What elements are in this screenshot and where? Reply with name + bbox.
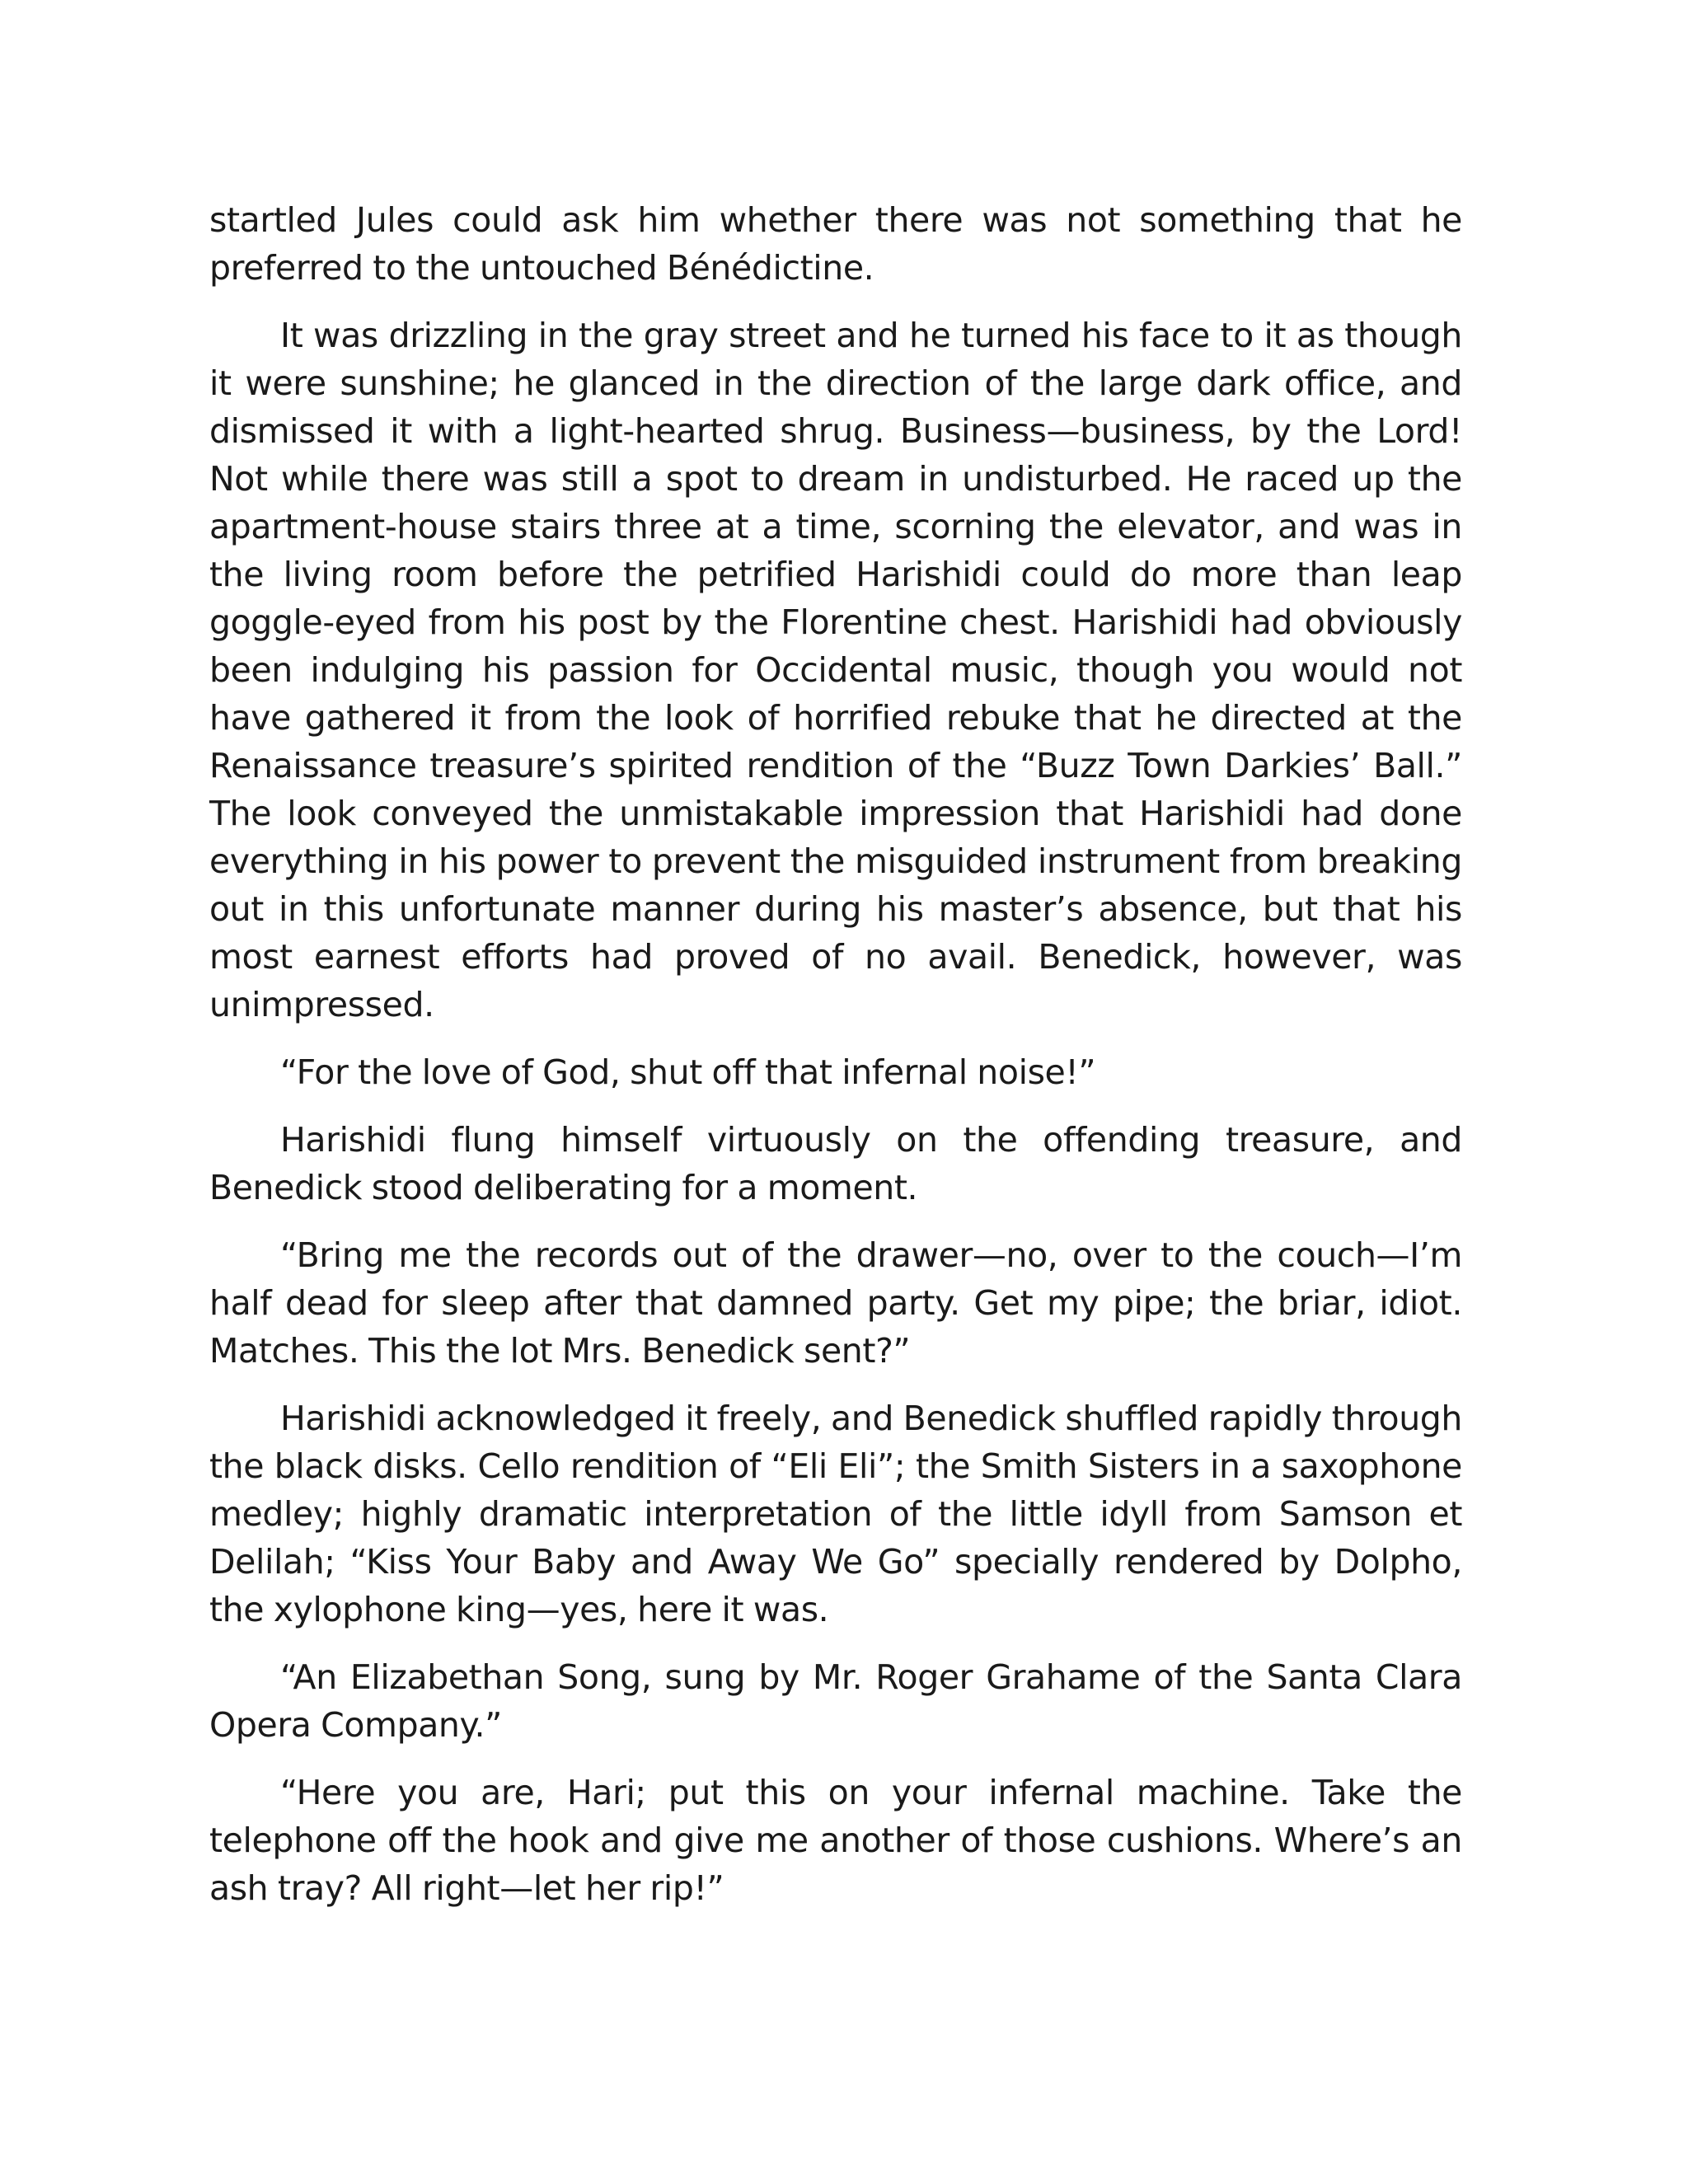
book-page [209, 196, 1462, 1932]
paragraph: Harishidi acknowledged it freely, and Benedick shuffled rapidly through the black disks. Cello rendition of “Eli Eli”; the Smith Sisters in a saxophone medley; highly dramatic interpretation of the little idyll from Samson et Delilah; “Kiss Your Baby and Away We Go” specially rendered by Dolpho, the xylophone king—yes, here it was. [209, 1399, 1462, 1629]
paragraph: Harishidi flung himself virtuously on the offending treasure, and Benedick stood deliberating for a moment. [209, 1120, 1462, 1207]
paragraph: startled Jules could ask him whether there was not something that he preferred to the untouched Bénédictine. [209, 200, 1462, 288]
paragraph: “Bring me the records out of the drawer—no, over to the couch—I’m half dead for sleep after that damned party. Get my pipe; the briar, idiot. Matches. This the lot Mrs. Benedick sent?” [209, 1235, 1462, 1371]
paragraph: “An Elizabethan Song, sung by Mr. Roger Grahame of the Santa Clara Opera Company.” [209, 1657, 1462, 1745]
paragraph: “For the love of God, shut off that infernal noise!” [280, 1052, 1096, 1092]
paragraph: “Here you are, Hari; put this on your infernal machine. Take the telephone off the hook and give me another of those cushions. Where’s an ash tray? All right—let her rip!” [209, 1773, 1462, 1908]
paragraph: It was drizzling in the gray street and he turned his face to it as though it were sunshine; he glanced in the direction of the large dark office, and dismissed it with a light-hearted shrug. Business—business, by the Lord! Not while there was still a spot to dream in undisturbed. He raced up the apartment-house stairs three at a time, scorning the elevator, and was in the living room before the petrified Harishidi could do more than leap goggle-eyed from his post by the Florentine chest. Harishidi had obviously been indulging his passion for Occidental music, though you would not have gathered it from the look of horrified rebuke that he directed at the Renaissance treasure’s spirited rendition of the “Buzz Town Darkies’ Ball.” The look conveyed the unmistakable impression that Harishidi had done everything in his power to prevent the misguided instrument from breaking out in this unfortunate manner during his master’s absence, but that his most earnest efforts had proved of no avail. Benedick, however, was unimpressed. [209, 316, 1462, 1024]
